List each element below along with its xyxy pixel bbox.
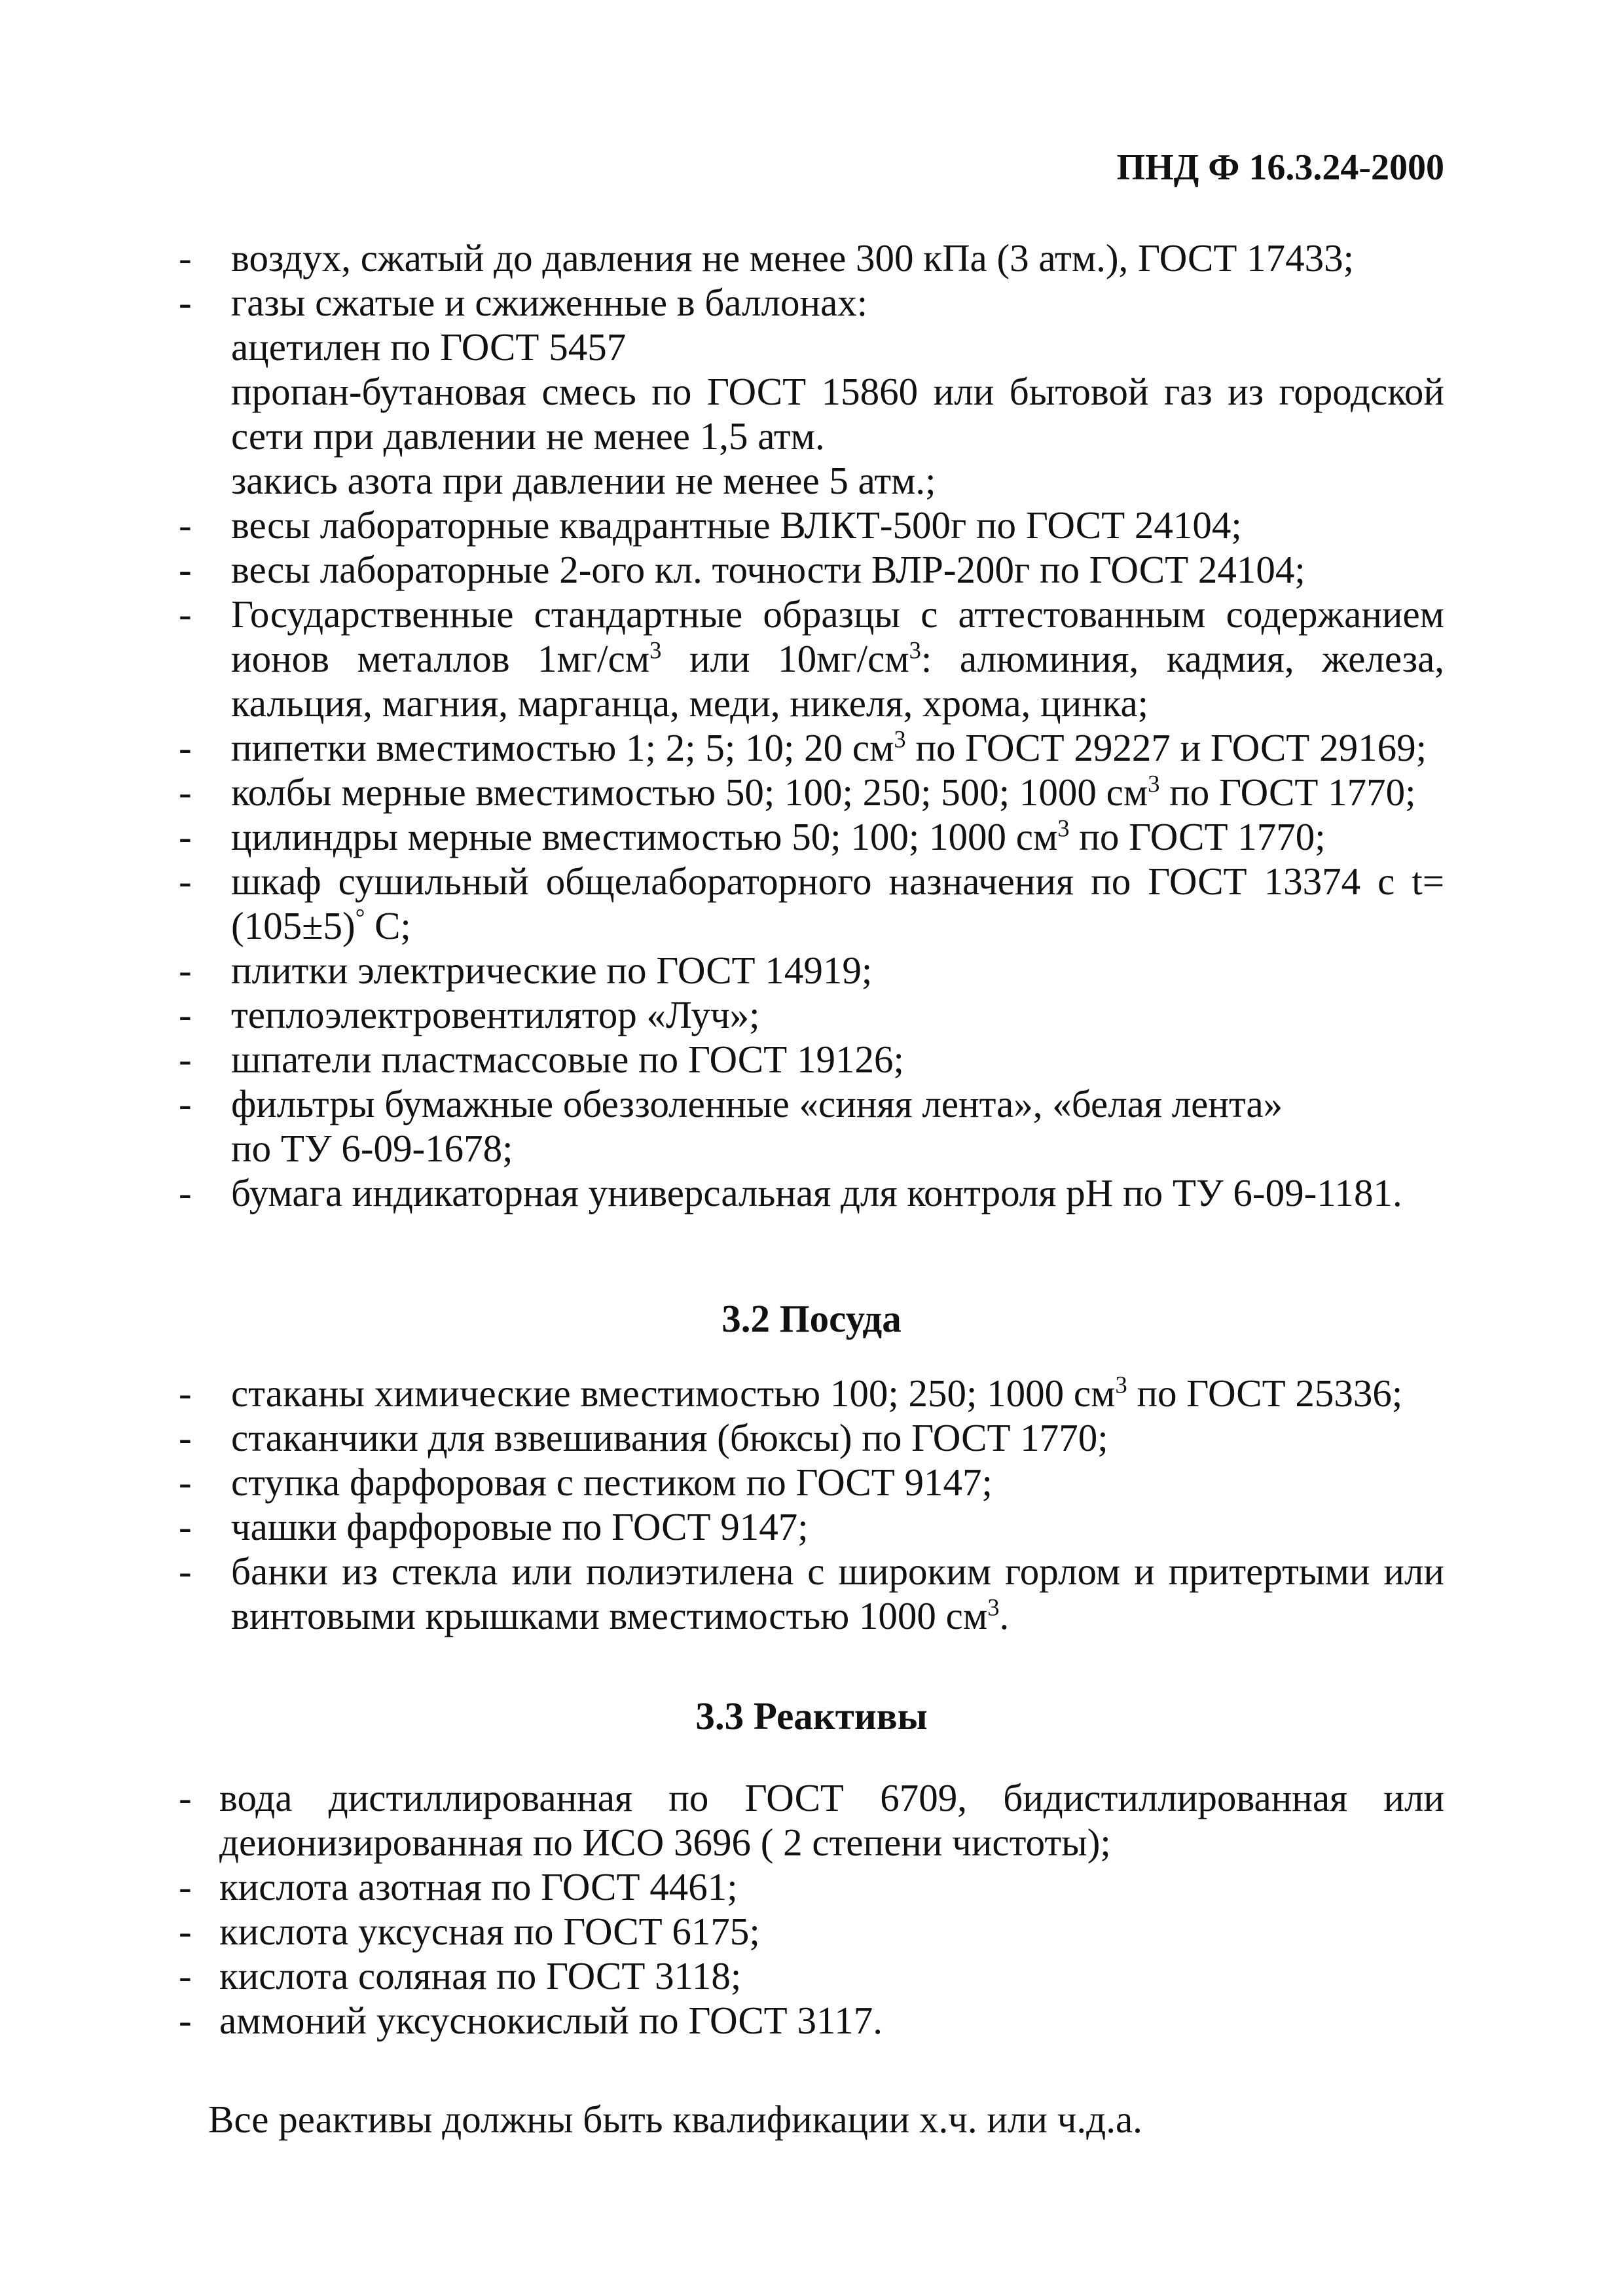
list-item: - плитки электрические по ГОСТ 14919; <box>179 948 1444 993</box>
list-item: - цилиндры мерные вместимостью 50; 100; 1000 $см^3$ по ГОСТ 1770; <box>179 814 1444 859</box>
list-item: - колбы мерные вместимостью 50; 100; 250; 500; 1000 $см^3$ по ГОСТ 1770; <box>179 770 1444 814</box>
list-item: - весы лабораторные квадрантные ВЛКТ-500г по ГОСТ 24104; <box>179 503 1444 547</box>
list-item: - банки из стекла или полиэтилена с широким горлом и притертыми или винтовыми крышками вместимостью 1000 $см^3$. <box>179 1549 1444 1638</box>
list-item: - весы лабораторные 2-ого кл. точности ВЛР-200г по ГОСТ 24104; <box>179 547 1444 592</box>
list-item: - аммоний уксуснокислый по ГОСТ 3117. <box>179 1998 1444 2043</box>
list-item: - шпатели пластмассовые по ГОСТ 19126; <box>179 1037 1444 1082</box>
list-item: - пипетки вместимостью 1; 2; 5; 10; 20 $см^3$ по ГОСТ 29227 и ГОСТ 29169; <box>179 725 1444 770</box>
list-item: - стаканы химические вместимостью 100; 250; 1000 $см^3$ по ГОСТ 25336; <box>179 1371 1444 1415</box>
reagents-list <box>179 1776 1444 2043</box>
section-title-glassware: 3.2 Посуда <box>721 1297 902 1340</box>
list-item: - стаканчики для взвешивания (бюксы) по ГОСТ 1770; <box>179 1415 1444 1460</box>
document-code-header: ПНД Ф 16.3.24-2000 <box>1116 147 1444 188</box>
list-item: - бумага индикаторная универсальная для контроля pH по ТУ 6-09-1181. <box>179 1171 1444 1215</box>
list-item: - вода дистиллированная по ГОСТ 6709, бидистиллированная или деионизированная по ИСО 3696 ( 2 степени чистоты); <box>179 1776 1444 1865</box>
list-item: - фильтры бумажные обеззоленные «синяя лента», «белая лента» по ТУ 6-09-1678; <box>179 1082 1444 1171</box>
list-item: - воздух, сжатый до давления не менее 300 кПа (3 атм.), ГОСТ 17433; <box>179 236 1444 280</box>
list-item: - кислота уксусная по ГОСТ 6175; <box>179 1909 1444 1954</box>
list-item: - теплоэлектровентилятор «Луч»; <box>179 993 1444 1037</box>
list-item: - чашки фарфоровые по ГОСТ 9147; <box>179 1504 1444 1549</box>
glassware-list <box>179 1371 1444 1638</box>
reagents-quality-note: Все реактивы должны быть квалификации х.ч. или ч.д.а. <box>208 2098 1142 2141</box>
list-item: - кислота азотная по ГОСТ 4461; <box>179 1865 1444 1909</box>
list-item: - Государственные стандартные образцы с аттестованным содержанием ионов металлов $1мг/см^3$ или $10мг/см^3$: алюминия, кадмия, железа, кальция, магния, марганца, меди, никеля, хрома, цинка; <box>179 592 1444 725</box>
list-item: - шкаф сушильный общелабораторного назначения по ГОСТ 13374 с t=(105±5)° С; <box>179 859 1444 948</box>
section-title-reagents: 3.3 Реактивы <box>695 1694 928 1738</box>
list-item: - кислота соляная по ГОСТ 3118; <box>179 1954 1444 1998</box>
list-item: - газы сжатые и сжиженные в баллонах: ацетилен по ГОСТ 5457 пропан-бутановая смесь по ГОСТ 15860 или бытовой газ из городской сети при давлении не менее 1,5 атм. закись азота при давлении не менее 5 атм.; <box>179 280 1444 503</box>
list-item: - ступка фарфоровая с пестиком по ГОСТ 9147; <box>179 1460 1444 1504</box>
equipment-list <box>179 236 1444 1215</box>
